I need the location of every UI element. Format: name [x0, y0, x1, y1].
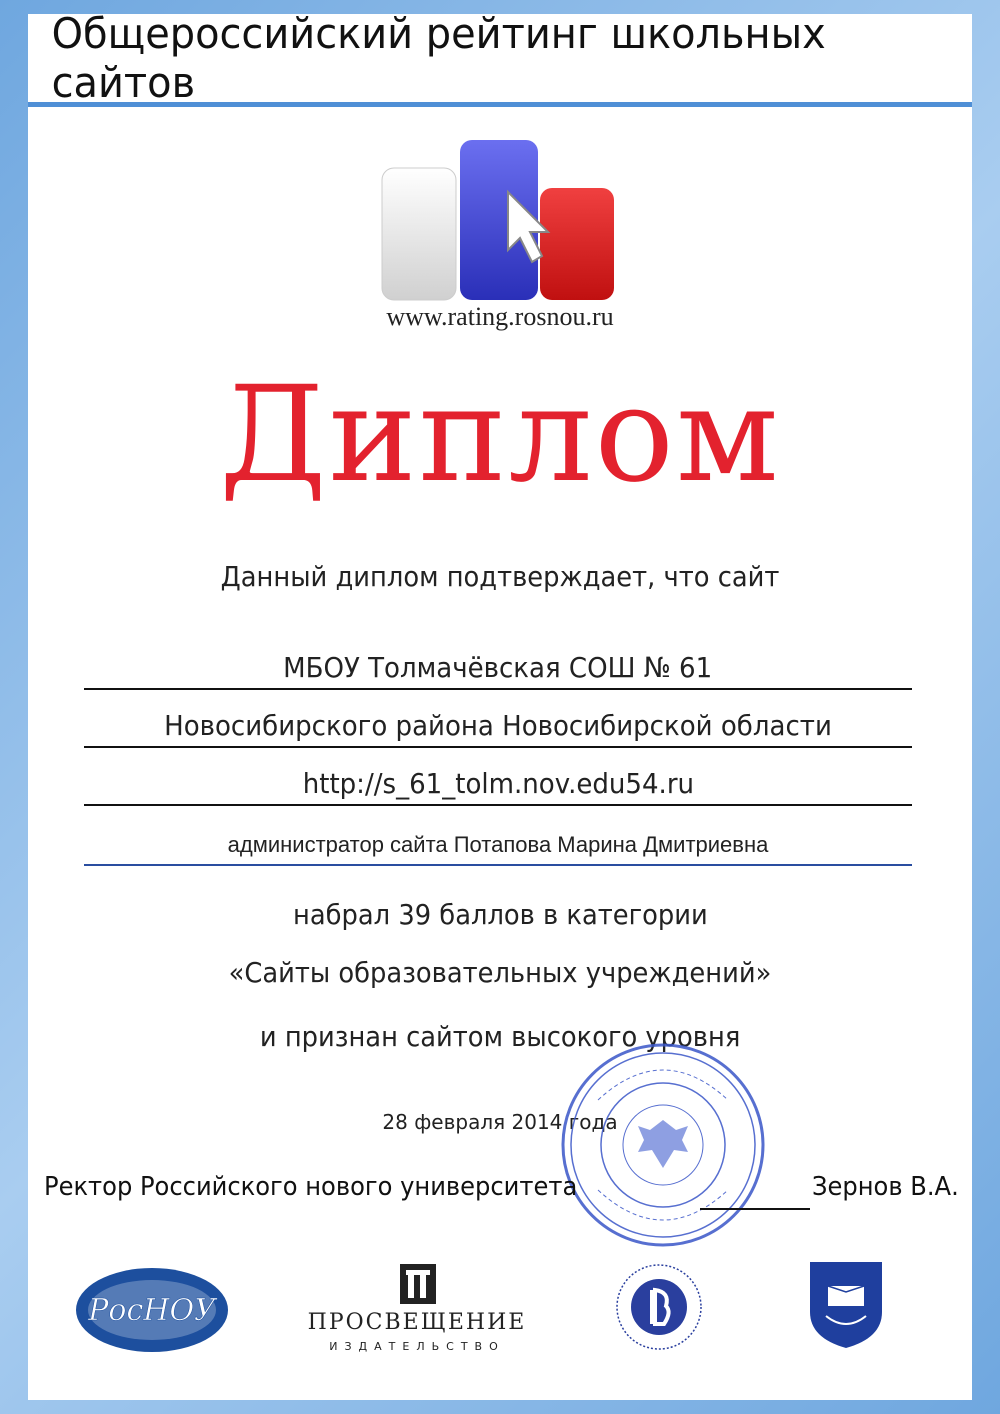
- site-url-line: [84, 764, 912, 806]
- signer-name: Зернов В.А.: [812, 1172, 959, 1202]
- category-text: «Сайты образовательных учреждений»: [228, 956, 772, 989]
- site-url: http://s_61_tolm.nov.edu54.ru: [302, 767, 694, 800]
- issue-date: 28 февраля 2014 года: [382, 1110, 618, 1134]
- verdict-text: и признан сайтом высокого уровня: [259, 1020, 741, 1053]
- prosveshchenie-title: ПРОСВЕЩЕНИЕ: [307, 1310, 527, 1335]
- district-text: Новосибирского района Новосибирской области: [164, 709, 832, 742]
- header-title: Общероссийский рейтинг школьных сайтов: [51, 9, 826, 107]
- rating-url: www.rating.rosnou.ru: [386, 302, 614, 331]
- education-shield-icon: [806, 1258, 886, 1350]
- admin-text: администратор сайта Потапова Марина Дмитриевна: [227, 832, 769, 857]
- category-line: [100, 956, 900, 989]
- rector-title: Ректор Российского нового университета: [44, 1172, 578, 1202]
- site-name-line: [84, 648, 912, 690]
- verdict-line: [100, 1020, 900, 1053]
- logo-white-bar: [382, 168, 456, 300]
- prosveshchenie-icon: [398, 1262, 438, 1306]
- rosnou-logo-text: РосНОУ: [88, 1293, 216, 1328]
- logo-red-bar: [540, 188, 614, 300]
- header-banner: [28, 9, 972, 107]
- signature-line: [700, 1208, 810, 1210]
- hse-logo-icon: [614, 1262, 704, 1352]
- district-line: [84, 706, 912, 748]
- prosveshchenie-subtitle: ИЗДАТЕЛЬСТВО: [329, 1340, 505, 1353]
- eagle-emblem-icon: [638, 1120, 688, 1168]
- university-stamp: [558, 1040, 768, 1250]
- score-line: [100, 898, 900, 931]
- site-name: МБОУ Толмачёвская СОШ № 61: [283, 651, 713, 684]
- diploma-title: Диплом: [219, 358, 781, 512]
- admin-line: [84, 826, 912, 866]
- score-text: набрал 39 баллов в категории: [292, 898, 708, 931]
- rosnou-logo: [72, 1262, 232, 1358]
- confirm-text: Данный диплом подтверждает, что сайт: [220, 560, 780, 593]
